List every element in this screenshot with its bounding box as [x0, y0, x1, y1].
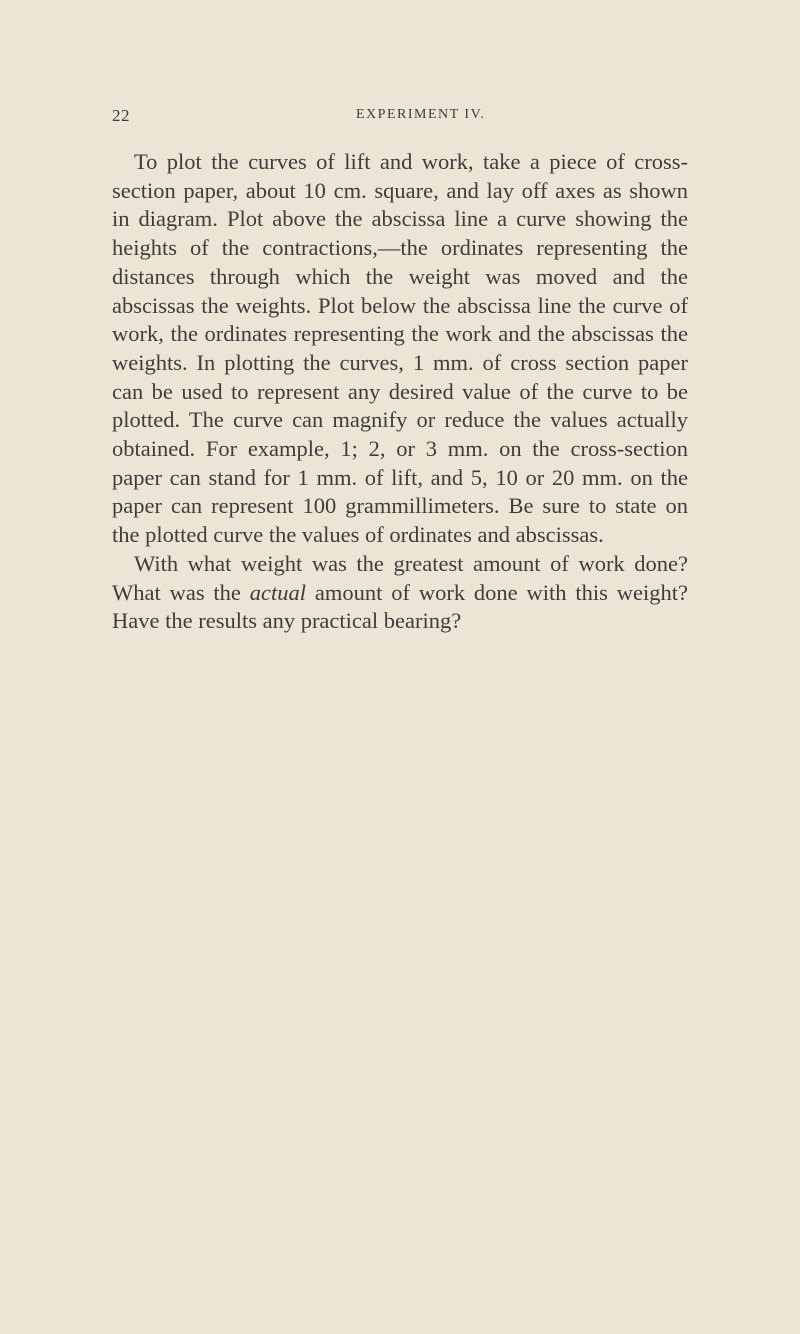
- body-text: [112, 148, 688, 636]
- instructions-paragraph: To plot the curves of lift and work, take a piece of cross-section paper, about 10 cm. square, and lay off axes as shown in diagram. Plot above the abscissa line a curve showing the heights of the contractions,—the ordinates representing the distances through which the weight was moved and the abscissas the weights. Plot below the abscissa line the curve of work, the ordinates representing the work and the abscissas the weights. In plotting the curves, 1 mm. of cross section paper can be used to represent any desired value of the curve to be plotted. The curve can magnify or reduce the values actually obtained. For example, 1; 2, or 3 mm. on the cross-section paper can stand for 1 mm. of lift, and 5, 10 or 20 mm. on the paper can represent 100 grammillimeters. Be sure to state on the plotted curve the values of ordinates and abscissas.: [112, 149, 688, 548]
- question-text-end: amount of work done with this weight? Have the results any practical bearing?: [112, 579, 688, 634]
- running-head: [112, 106, 672, 128]
- question-text-start: With what weight was the greatest amount of work done? What was the: [112, 550, 688, 605]
- page-number: 22: [112, 106, 130, 125]
- questions-paragraph: [112, 550, 688, 636]
- question-emphasis: actual: [249, 579, 307, 605]
- running-title: EXPERIMENT IV.: [356, 107, 486, 122]
